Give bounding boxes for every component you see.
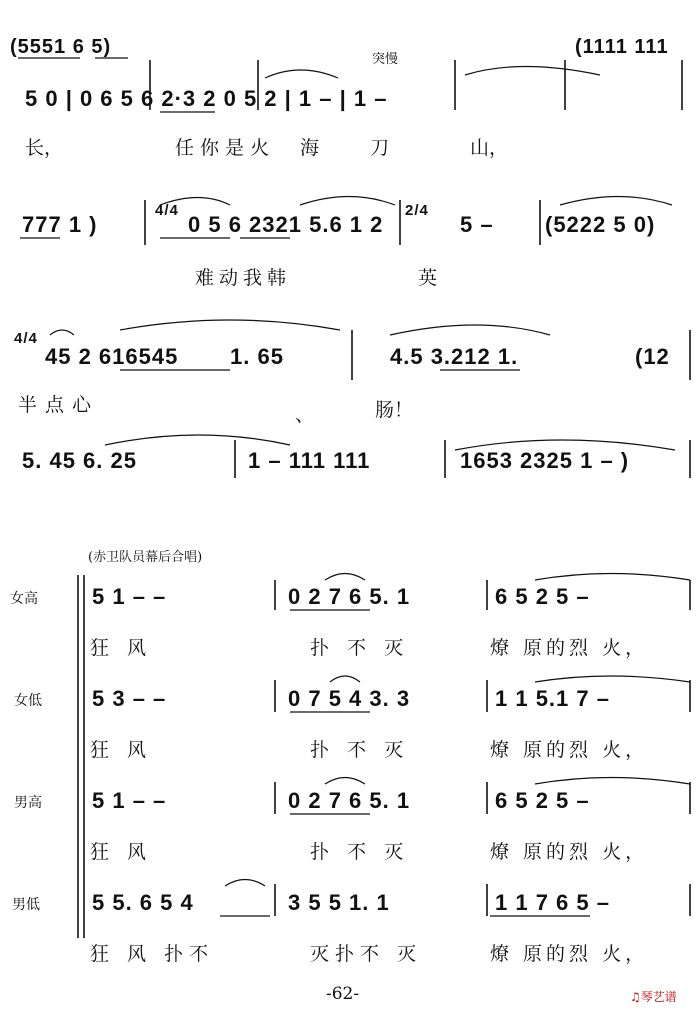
system2-lyric-1: 难动我韩 xyxy=(195,267,292,289)
part4-lyric-b: 灭扑不 灭 xyxy=(310,943,423,965)
system4-notes-a: 5. 45 6. 25 xyxy=(22,448,137,473)
part2-notes-c: 1 1 5.1 7 – xyxy=(495,686,610,711)
part1-lyric-b: 扑 不 灭 xyxy=(310,637,410,659)
part-label-bass: 男低 xyxy=(12,897,40,913)
system2-notes-a: 777 1 ) xyxy=(22,212,98,237)
system3-time-sig: 4/4 xyxy=(14,330,38,347)
part1-lyric-a: 狂 风 xyxy=(90,637,153,659)
part3-notes-a: 5 1 – – xyxy=(92,788,167,813)
system1-lyric-1: 长， xyxy=(25,137,64,159)
part2-notes-b: 0 7 5 4 3. 3 xyxy=(288,686,411,711)
system3-lyric-1: 半点心 xyxy=(18,394,100,416)
system1-lyric-4: 刀 xyxy=(370,137,390,159)
system3-lyric-3: 肠！ xyxy=(375,399,414,421)
part1-notes-b: 0 2 7 6 5. 1 xyxy=(288,584,411,609)
system3-lyric-2: 、 xyxy=(295,404,315,426)
system2-time-sig-a: 4/4 xyxy=(155,202,179,219)
part4-notes-b: 3 5 5 1. 1 xyxy=(288,890,390,915)
part2-notes-a: 5 3 – – xyxy=(92,686,167,711)
part4-notes-c: 1 1 7 6 5 – xyxy=(495,890,610,915)
system1-lyric-5: 山， xyxy=(470,137,509,159)
part4-lyric-c: 燎 原的烈 火， xyxy=(490,943,649,965)
part-label-tenor: 男高 xyxy=(14,795,42,811)
part1-notes-a: 5 1 – – xyxy=(92,584,167,609)
part2-lyric-c: 燎 原的烈 火， xyxy=(490,739,649,761)
system1-lyric-2: 任你是火 xyxy=(175,137,276,159)
system2-lyric-2: 英 xyxy=(418,267,438,289)
system2-notes-c: 5 – xyxy=(460,212,494,237)
system3-notes-d: (12 xyxy=(635,344,670,369)
system1-instr-top: (5551 6 5) xyxy=(10,36,112,58)
chorus-heading: (赤卫队员幕后合唱) xyxy=(88,550,203,565)
part3-notes-c: 6 5 2 5 – xyxy=(495,788,590,813)
part3-lyric-c: 燎 原的烈 火， xyxy=(490,841,649,863)
system3-notes-a: 45 2 616545 xyxy=(45,344,179,369)
watermark-icon: ♫ xyxy=(630,990,641,1004)
part-label-alto: 女低 xyxy=(14,693,42,709)
part1-lyric-c: 燎 原的烈 火， xyxy=(490,637,649,659)
system1-notes: 5 0 | 0 6 5 6 2·3 2 0 5 2 | 1 – | 1 – xyxy=(25,86,388,111)
part4-notes-a: 5 5. 6 5 4 xyxy=(92,890,194,915)
system1-instr-top-right: (1111 111 xyxy=(575,36,669,58)
system4-notes-b: 1 – 111 111 xyxy=(248,448,371,473)
watermark-logo xyxy=(630,988,677,1005)
part3-lyric-b: 扑 不 灭 xyxy=(310,841,410,863)
system3-notes-c: 4.5 3.212 1. xyxy=(390,344,519,369)
page-number: -62- xyxy=(326,984,360,1004)
part4-lyric-a: 狂 风 扑不 xyxy=(90,943,215,965)
tempo-mark: 突慢 xyxy=(372,52,399,67)
system2-time-sig-b: 2/4 xyxy=(405,202,429,219)
system2-notes-d: (5222 5 0) xyxy=(545,212,656,237)
part-label-soprano: 女高 xyxy=(10,591,38,607)
system2-notes-b: 0 5 6 2321 5.6 1 2 xyxy=(188,212,384,237)
watermark-text: 琴艺谱 xyxy=(640,990,677,1004)
part1-notes-c: 6 5 2 5 – xyxy=(495,584,590,609)
part3-notes-b: 0 2 7 6 5. 1 xyxy=(288,788,411,813)
part3-lyric-a: 狂 风 xyxy=(90,841,153,863)
system3-notes-b: 1. 65 xyxy=(230,344,284,369)
part2-lyric-b: 扑 不 灭 xyxy=(310,739,410,761)
part2-lyric-a: 狂 风 xyxy=(90,739,153,761)
system1-lyric-3: 海 xyxy=(300,137,320,159)
system4-notes-c: 1653 2325 1 – ) xyxy=(460,448,630,473)
